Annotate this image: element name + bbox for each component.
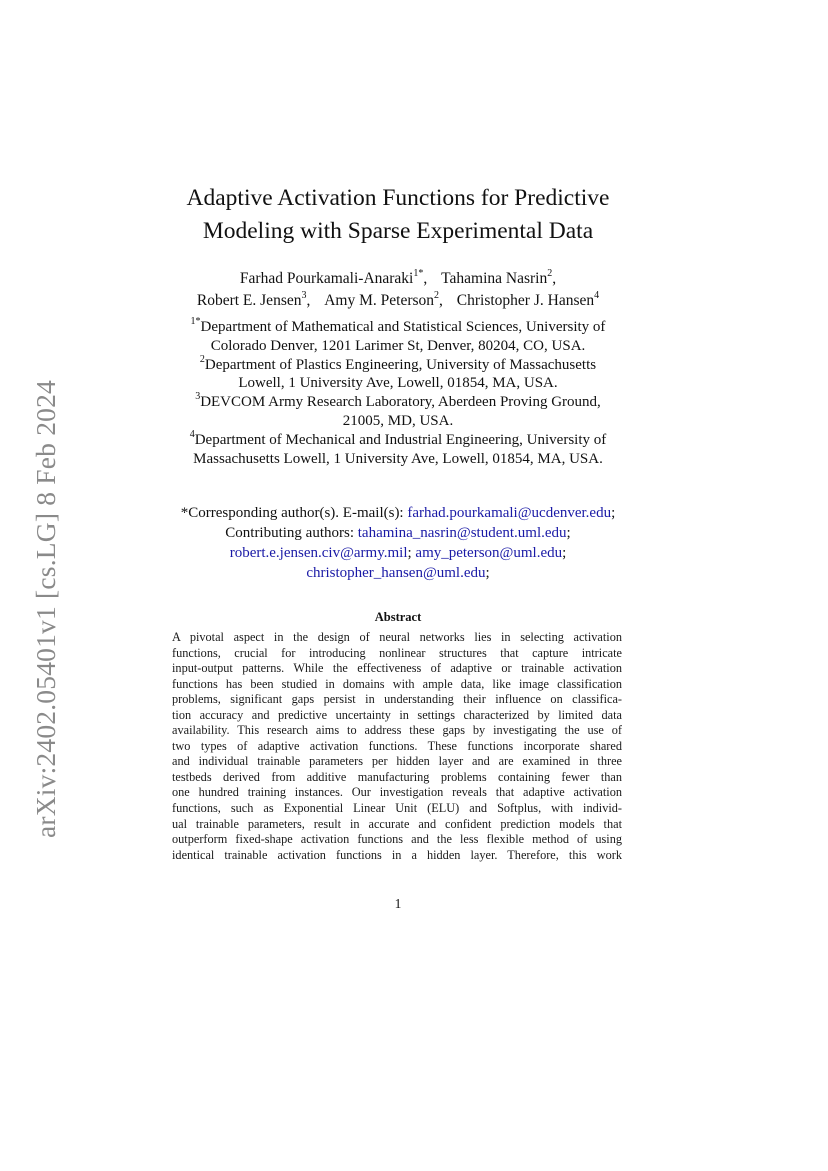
email-separator: ; bbox=[611, 505, 616, 521]
author-superscript: 1* bbox=[413, 267, 424, 279]
author-separator: , bbox=[552, 270, 557, 287]
email-link[interactable]: amy_peterson@uml.edu bbox=[415, 545, 563, 561]
correspondence-line bbox=[100, 563, 696, 583]
email-separator: ; bbox=[485, 565, 490, 581]
author-superscript: 2 bbox=[434, 289, 440, 301]
author-name: Christopher J. Hansen bbox=[456, 292, 595, 309]
author-separator: , bbox=[423, 270, 428, 287]
affiliation-text: Department of Plastics Engineering, University of Massachusetts bbox=[204, 356, 597, 373]
correspondence-line bbox=[100, 523, 696, 543]
abstract-line: and individual trainable parameters per hidden layer and are examined in three bbox=[172, 754, 622, 769]
abstract-line: availability. This research aims to address these gaps by investigating the use of bbox=[172, 723, 622, 738]
abstract-line: A pivotal aspect in the design of neural networks lies in selecting activation bbox=[172, 630, 622, 644]
email-link[interactable]: robert.e.jensen.civ@army.mil bbox=[229, 545, 408, 561]
affiliations bbox=[100, 318, 696, 468]
abstract-line: two types of adaptive activation functions. These functions incorporate shared bbox=[172, 738, 622, 753]
author-separator: , bbox=[306, 292, 311, 309]
title-line: Adaptive Activation Functions for Predictive bbox=[186, 185, 610, 211]
author-line bbox=[100, 268, 696, 290]
email-separator: ; bbox=[407, 545, 412, 561]
abstract-body bbox=[172, 630, 622, 863]
affiliation-text: Department of Mechanical and Industrial Engineering, University of bbox=[194, 431, 607, 448]
email-separator: ; bbox=[566, 525, 571, 541]
affiliation-line bbox=[100, 353, 696, 375]
affiliation-superscript: 1* bbox=[190, 316, 201, 327]
arxiv-identifier: arXiv:2402.05401v1 [cs.LG] 8 Feb 2024 bbox=[30, 379, 62, 839]
correspondence-line bbox=[100, 543, 696, 563]
author-name: Amy M. Peterson bbox=[324, 292, 435, 309]
abstract-line: functions has been studied in domains with ample data, like image classification bbox=[172, 676, 622, 691]
email-link[interactable]: tahamina_nasrin@student.uml.edu bbox=[357, 525, 567, 541]
affiliation-line: 21005, MD, USA. bbox=[342, 412, 454, 429]
author-name: Farhad Pourkamali-Anaraki bbox=[239, 270, 414, 287]
affiliation-line bbox=[100, 318, 696, 337]
affiliation-superscript: 3 bbox=[195, 391, 201, 403]
author-superscript: 3 bbox=[301, 289, 307, 301]
correspondence bbox=[100, 503, 696, 583]
affiliation-superscript: 2 bbox=[199, 353, 205, 365]
abstract-line: functions, crucial for introducing nonlinear structures that capture intricate bbox=[172, 645, 622, 660]
abstract-line: ual trainable parameters, result in accurate and confident prediction models that bbox=[172, 816, 622, 831]
author bbox=[441, 267, 557, 287]
email-separator: ; bbox=[562, 545, 567, 561]
paper-title bbox=[100, 182, 696, 247]
email-link[interactable]: farhad.pourkamali@ucdenver.edu bbox=[407, 505, 612, 521]
author bbox=[324, 289, 443, 309]
abstract-line: tion accuracy and predictive uncertainty in settings characterized by limited data bbox=[172, 707, 622, 722]
affiliation bbox=[100, 393, 696, 431]
abstract-line: identical trainable activation functions in a hidden layer. Therefore, this work bbox=[172, 847, 622, 862]
author-list bbox=[100, 268, 696, 312]
affiliation bbox=[100, 428, 696, 469]
affiliation-superscript: 4 bbox=[189, 428, 195, 440]
abstract-line: input-output patterns. While the effectiveness of adaptive or trainable activation bbox=[172, 661, 622, 676]
contributing-label: Contributing authors: bbox=[225, 525, 355, 541]
affiliation-line bbox=[100, 428, 696, 450]
abstract-line: one hundred training instances. Our investigation reveals that adaptive activation bbox=[172, 785, 622, 800]
affiliation-line: Massachusetts Lowell, 1 University Ave, Lowell, 01854, MA, USA. bbox=[193, 450, 603, 467]
title-line: Modeling with Sparse Experimental Data bbox=[202, 217, 594, 244]
affiliation-line bbox=[100, 393, 696, 412]
corresponding-label: *Corresponding author(s). E-mail(s): bbox=[180, 505, 404, 521]
author-superscript: 2 bbox=[547, 267, 553, 279]
abstract-line: functions, such as Exponential Linear Unit (ELU) and Softplus, with individ- bbox=[172, 801, 622, 816]
email-link[interactable]: christopher_hansen@uml.edu bbox=[306, 565, 486, 581]
author bbox=[196, 289, 311, 309]
correspondence-line bbox=[100, 503, 696, 523]
affiliation-text: DEVCOM Army Research Laboratory, Aberdeen Proving Ground, bbox=[200, 394, 601, 411]
affiliation bbox=[100, 353, 696, 394]
affiliation-text: Department of Mathematical and Statistical Sciences, University of bbox=[200, 319, 606, 335]
author-name: Tahamina Nasrin bbox=[441, 270, 548, 287]
author-line bbox=[100, 290, 696, 312]
author bbox=[239, 267, 428, 287]
abstract-line: outperform fixed-shape activation functions and the less flexible method of using bbox=[172, 832, 622, 847]
arxiv-sidebar bbox=[28, 372, 64, 846]
affiliation-line: Colorado Denver, 1201 Larimer St, Denver, 80204, CO, USA. bbox=[210, 337, 586, 354]
affiliation-line: Lowell, 1 University Ave, Lowell, 01854, MA, USA. bbox=[238, 375, 558, 392]
author-name: Robert E. Jensen bbox=[196, 292, 302, 309]
author-separator: , bbox=[439, 292, 443, 309]
page-number: 1 bbox=[394, 896, 402, 911]
affiliation bbox=[100, 318, 696, 356]
abstract-line: testbeds derived from additive manufacturing problems containing fewer than bbox=[172, 769, 622, 784]
abstract-heading: Abstract bbox=[374, 610, 422, 624]
abstract-line: problems, significant gaps persist in understanding their influence on classifica- bbox=[172, 692, 622, 707]
author bbox=[456, 289, 600, 309]
author-superscript: 4 bbox=[594, 289, 600, 301]
